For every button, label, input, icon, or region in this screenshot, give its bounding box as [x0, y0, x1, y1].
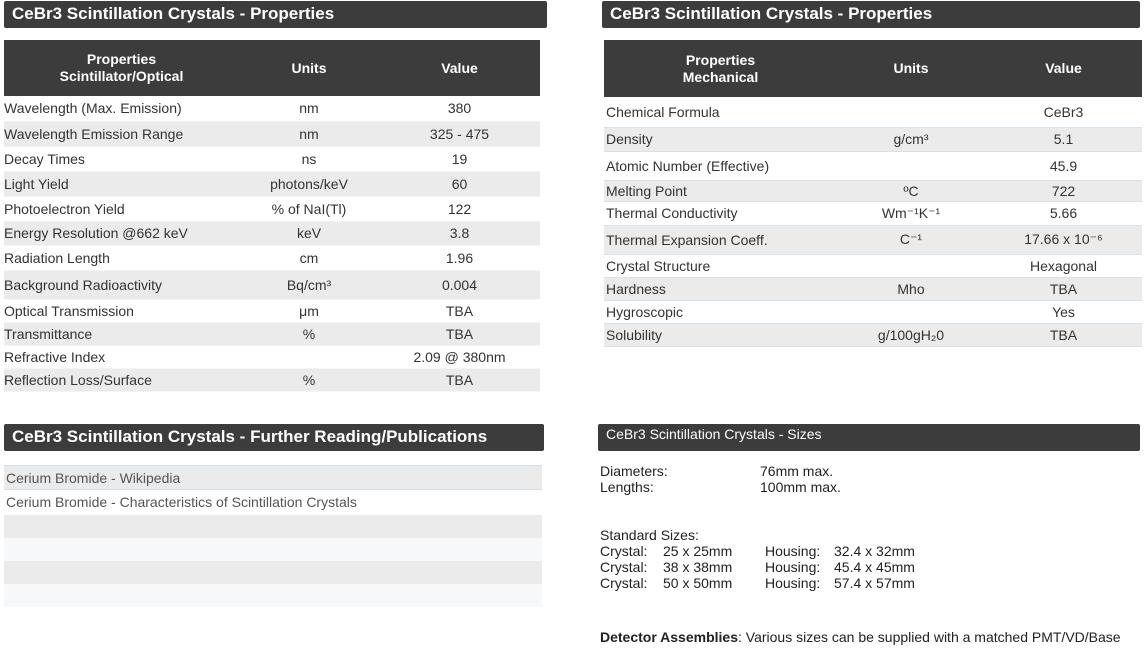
- mechanical-units-cell: ºC: [837, 180, 985, 201]
- mechanical-value-cell: CeBr3: [985, 97, 1142, 127]
- mechanical-units-cell: g/cm³: [837, 127, 985, 151]
- optical-property-cell: Background Radioactivity: [4, 270, 239, 299]
- sizes-lengths-label: Lengths:: [600, 479, 654, 495]
- optical-row: [4, 171, 540, 196]
- mechanical-row: [604, 180, 1142, 201]
- optical-property-cell: Wavelength (Max. Emission): [4, 96, 239, 121]
- mechanical-value-cell: TBA: [985, 323, 1142, 346]
- optical-row: [4, 96, 540, 121]
- optical-value-cell: 122: [379, 196, 540, 221]
- crystal-size: 25 x 25mm: [663, 543, 733, 559]
- optical-units-cell: nm: [239, 121, 379, 146]
- mechanical-row: [604, 323, 1142, 346]
- optical-value-cell: 325 - 475: [379, 121, 540, 146]
- mechanical-property-cell: Hardness: [604, 277, 837, 300]
- mechanical-units-cell: Wm⁻¹K⁻¹: [837, 201, 985, 225]
- reading-section-title: CeBr3 Scintillation Crystals - Further Reading/Publications: [4, 424, 544, 451]
- reading-empty-row: [4, 561, 542, 584]
- optical-row: [4, 146, 540, 171]
- sizes-standard-row: [600, 543, 915, 559]
- mechanical-property-cell: Thermal Expansion Coeff.: [604, 225, 837, 254]
- optical-property-cell: Refractive Index: [4, 345, 239, 368]
- reading-empty-row: [4, 538, 542, 561]
- mechanical-value-cell: 5.66: [985, 201, 1142, 225]
- optical-property-cell: Light Yield: [4, 171, 239, 196]
- crystal-size: 50 x 50mm: [663, 575, 733, 591]
- mechanical-row: [604, 127, 1142, 151]
- optical-value-cell: TBA: [379, 368, 540, 391]
- optical-units-cell: %: [239, 322, 379, 345]
- optical-row: [4, 368, 540, 391]
- mechanical-property-cell: Melting Point: [604, 180, 837, 201]
- mechanical-property-cell: Solubility: [604, 323, 837, 346]
- optical-value-cell: TBA: [379, 322, 540, 345]
- mechanical-property-cell: Crystal Structure: [604, 254, 837, 277]
- optical-property-cell: Transmittance: [4, 322, 239, 345]
- optical-value-cell: 0.004: [379, 270, 540, 299]
- mechanical-row: [604, 300, 1142, 323]
- sizes-standard-row: [600, 559, 915, 575]
- optical-units-cell: %: [239, 368, 379, 391]
- optical-property-cell: Wavelength Emission Range: [4, 121, 239, 146]
- optical-property-cell: Photoelectron Yield: [4, 196, 239, 221]
- optical-units-cell: keV: [239, 221, 379, 245]
- mechanical-property-cell: Thermal Conductivity: [604, 201, 837, 225]
- mechanical-row: [604, 151, 1142, 180]
- mechanical-row: [604, 254, 1142, 277]
- optical-units-cell: cm: [239, 245, 379, 270]
- optical-property-cell: Reflection Loss/Surface: [4, 368, 239, 391]
- reading-empty-row: [4, 584, 542, 607]
- sizes-section-title: CeBr3 Scintillation Crystals - Sizes: [598, 424, 1140, 451]
- optical-row: [4, 299, 540, 322]
- optical-units-cell: photons/keV: [239, 171, 379, 196]
- detector-assemblies-label: Detector Assemblies: [600, 629, 738, 645]
- optical-value-cell: 2.09 @ 380nm: [379, 345, 540, 368]
- mechanical-header-property-line1: Properties: [685, 51, 756, 68]
- crystal-size: 38 x 38mm: [663, 559, 733, 575]
- optical-units-cell: % of NaI(Tl): [239, 196, 379, 221]
- optical-value-cell: 380: [379, 96, 540, 121]
- reading-list: [4, 465, 542, 607]
- mechanical-row: [604, 277, 1142, 300]
- optical-property-cell: Radiation Length: [4, 245, 239, 270]
- mechanical-header-property: [604, 40, 837, 97]
- mechanical-header-units: Units: [837, 40, 985, 97]
- optical-header-property: [4, 40, 239, 96]
- reading-link-characteristics[interactable]: Cerium Bromide - Characteristics of Scintillation Crystals: [6, 494, 357, 510]
- mechanical-value-cell: 17.66 x 10⁻⁶: [985, 225, 1142, 254]
- crystal-label: Crystal:: [600, 559, 648, 575]
- housing-label: Housing:: [765, 559, 821, 575]
- optical-row: [4, 270, 540, 299]
- optical-units-cell: [239, 345, 379, 368]
- optical-properties-table: [4, 40, 540, 392]
- housing-label: Housing:: [765, 543, 821, 559]
- optical-units-cell: ns: [239, 146, 379, 171]
- optical-header-property-line2: Scintillator/Optical: [59, 68, 184, 84]
- optical-row: [4, 245, 540, 270]
- reading-empty-row: [4, 515, 542, 538]
- sizes-diameters-label: Diameters:: [600, 463, 668, 479]
- optical-value-cell: 60: [379, 171, 540, 196]
- mechanical-units-cell: [837, 300, 985, 323]
- sizes-standard-label: Standard Sizes:: [600, 527, 699, 543]
- optical-row: [4, 345, 540, 368]
- mechanical-units-cell: [837, 151, 985, 180]
- mechanical-section-title: CeBr3 Scintillation Crystals - Properties: [602, 1, 1140, 28]
- sizes-lengths-row: [600, 479, 841, 495]
- mechanical-row: [604, 97, 1142, 127]
- mechanical-value-cell: 5.1: [985, 127, 1142, 151]
- sizes-diameters-value: 76mm max.: [760, 463, 834, 479]
- optical-property-cell: Optical Transmission: [4, 299, 239, 322]
- optical-value-cell: 3.8: [379, 221, 540, 245]
- mechanical-properties-table: [604, 40, 1142, 347]
- optical-value-cell: 19: [379, 146, 540, 171]
- mechanical-units-cell: [837, 97, 985, 127]
- mechanical-value-cell: Hexagonal: [985, 254, 1142, 277]
- optical-units-cell: Bq/cm³: [239, 270, 379, 299]
- optical-value-cell: 1.96: [379, 245, 540, 270]
- optical-section-title: CeBr3 Scintillation Crystals - Properties: [4, 1, 547, 28]
- optical-units-cell: μm: [239, 299, 379, 322]
- reading-link-wikipedia[interactable]: Cerium Bromide - Wikipedia: [4, 465, 542, 490]
- mechanical-property-cell: Density: [604, 127, 837, 151]
- optical-units-cell: nm: [239, 96, 379, 121]
- housing-label: Housing:: [765, 575, 821, 591]
- sizes-standard-row: [600, 575, 915, 591]
- mechanical-value-cell: TBA: [985, 277, 1142, 300]
- mechanical-value-cell: Yes: [985, 300, 1142, 323]
- detector-assemblies-note: [600, 629, 1121, 645]
- mechanical-property-cell: Hygroscopic: [604, 300, 837, 323]
- mechanical-row: [604, 201, 1142, 225]
- mechanical-value-cell: 45.9: [985, 151, 1142, 180]
- optical-value-cell: TBA: [379, 299, 540, 322]
- mechanical-units-cell: C⁻¹: [837, 225, 985, 254]
- optical-row: [4, 121, 540, 146]
- mechanical-header-value: Value: [985, 40, 1142, 97]
- sizes-lengths-value: 100mm max.: [760, 479, 841, 495]
- optical-property-cell: Energy Resolution @662 keV: [4, 221, 239, 245]
- optical-row: [4, 221, 540, 245]
- mechanical-units-cell: g/100gH₂0: [837, 323, 985, 346]
- optical-header-units: Units: [239, 40, 379, 96]
- mechanical-property-cell: Atomic Number (Effective): [604, 151, 837, 180]
- mechanical-row: [604, 225, 1142, 254]
- mechanical-units-cell: Mho: [837, 277, 985, 300]
- mechanical-header-property-line2: Mechanical: [682, 68, 759, 85]
- housing-size: 32.4 x 32mm: [834, 543, 915, 559]
- mechanical-value-cell: 722: [985, 180, 1142, 201]
- optical-header-value: Value: [379, 40, 540, 96]
- housing-size: 57.4 x 57mm: [834, 575, 915, 591]
- mechanical-property-cell: Chemical Formula: [604, 97, 837, 127]
- crystal-label: Crystal:: [600, 543, 648, 559]
- optical-property-cell: Decay Times: [4, 146, 239, 171]
- optical-row: [4, 196, 540, 221]
- housing-size: 45.4 x 45mm: [834, 559, 915, 575]
- optical-header-property-line1: Properties: [86, 51, 157, 67]
- detector-assemblies-text: : Various sizes can be supplied with a matched PMT/VD/Base: [737, 629, 1121, 645]
- mechanical-units-cell: [837, 254, 985, 277]
- crystal-label: Crystal:: [600, 575, 648, 591]
- optical-row: [4, 322, 540, 345]
- sizes-diameters-row: [600, 463, 833, 479]
